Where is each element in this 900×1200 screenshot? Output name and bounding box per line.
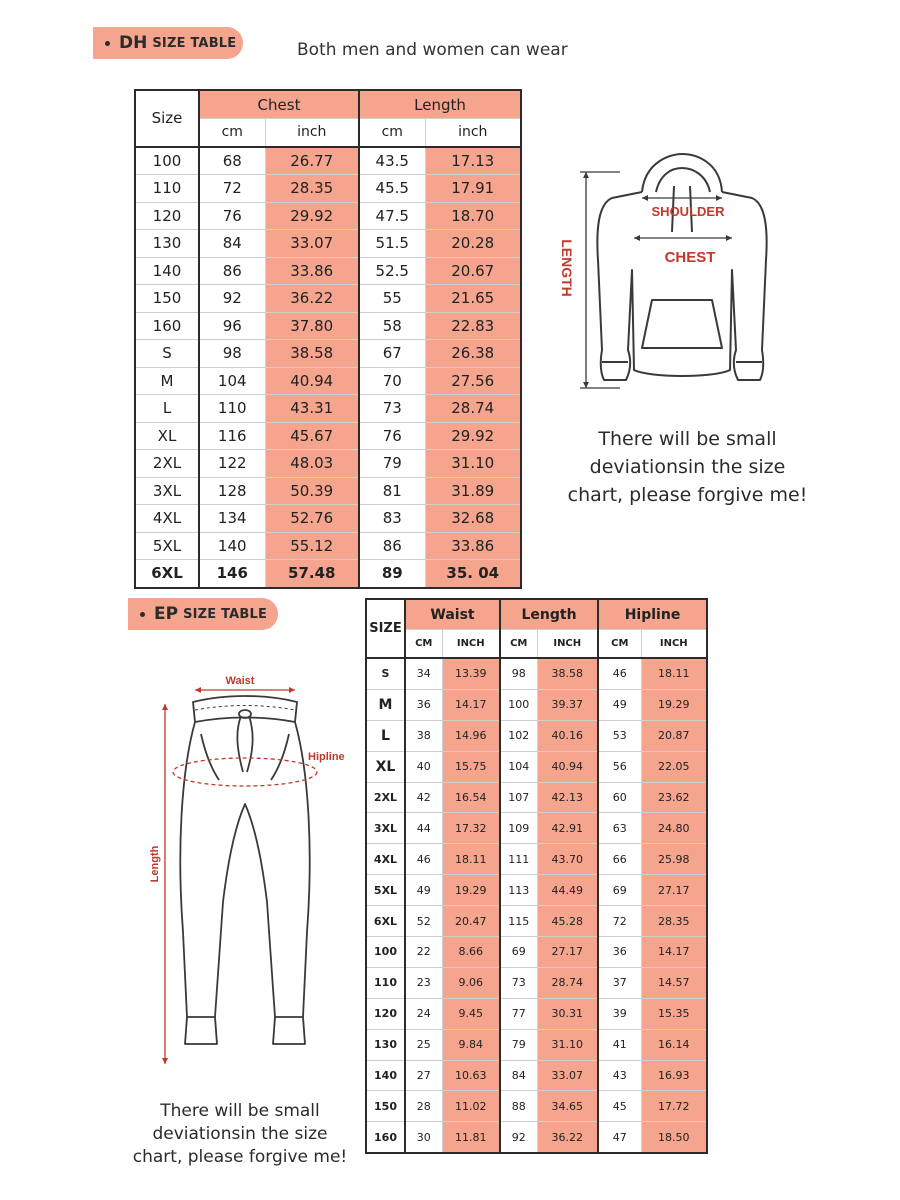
dh-cell-size: 120	[135, 202, 199, 230]
ep-cell-waist-inch: 9.84	[442, 1029, 500, 1060]
dh-badge-sub: SIZE TABLE	[152, 35, 237, 51]
ep-cell-size: 2XL	[366, 782, 405, 813]
table-row	[135, 560, 521, 588]
ep-cell-hipline-inch: 25.98	[641, 844, 707, 875]
ep-cell-waist-cm: 30	[405, 1122, 442, 1153]
ep-cell-size: 100	[366, 937, 405, 968]
dh-size-header: Size	[135, 90, 199, 147]
ep-cell-hipline-cm: 56	[598, 751, 641, 782]
waist-label: Waist	[225, 675, 255, 687]
hipline-label: Hipline	[308, 751, 345, 763]
table-row	[366, 998, 707, 1029]
ep-cell-size: S	[366, 658, 405, 689]
ep-cell-waist-cm: 42	[405, 782, 442, 813]
dh-cell-chest-cm: 104	[199, 367, 265, 395]
ep-cell-hipline-inch: 28.35	[641, 906, 707, 937]
dh-cell-chest-inch: 52.76	[265, 505, 359, 533]
ep-cell-hipline-inch: 14.17	[641, 937, 707, 968]
dh-cell-length-inch: 20.28	[425, 230, 521, 258]
ep-cell-hipline-cm: 47	[598, 1122, 641, 1153]
table-row	[135, 505, 521, 533]
ep-cell-size: 110	[366, 967, 405, 998]
dh-cell-length-cm: 47.5	[359, 202, 425, 230]
ep-cell-hipline-inch: 22.05	[641, 751, 707, 782]
ep-waist-cm-header: CM	[405, 630, 442, 659]
dh-cell-size: L	[135, 395, 199, 423]
ep-cell-hipline-cm: 37	[598, 967, 641, 998]
dh-cell-length-inch: 26.38	[425, 340, 521, 368]
dh-cell-length-inch: 22.83	[425, 312, 521, 340]
dh-cell-length-inch: 32.68	[425, 505, 521, 533]
ep-cell-length-cm: 107	[500, 782, 537, 813]
dh-cell-length-inch: 31.10	[425, 450, 521, 478]
dh-cell-chest-cm: 110	[199, 395, 265, 423]
hoodie-hood	[642, 154, 722, 192]
ep-cell-length-inch: 40.16	[537, 720, 598, 751]
ep-cell-length-cm: 100	[500, 689, 537, 720]
ep-cell-waist-inch: 20.47	[442, 906, 500, 937]
ep-cell-hipline-inch: 15.35	[641, 998, 707, 1029]
ep-cell-length-cm: 113	[500, 875, 537, 906]
ep-size-header: SIZE	[366, 599, 405, 658]
table-row	[135, 422, 521, 450]
ep-cell-length-inch: 42.13	[537, 782, 598, 813]
ep-cell-hipline-cm: 53	[598, 720, 641, 751]
ep-cell-waist-inch: 11.81	[442, 1122, 500, 1153]
dh-cell-chest-inch: 38.58	[265, 340, 359, 368]
dh-length-cm-header: cm	[359, 119, 425, 147]
dh-cell-length-cm: 86	[359, 532, 425, 560]
ep-cell-hipline-inch: 19.29	[641, 689, 707, 720]
table-row	[135, 230, 521, 258]
dh-cell-length-cm: 76	[359, 422, 425, 450]
ep-cell-length-inch: 30.31	[537, 998, 598, 1029]
dh-cell-length-cm: 51.5	[359, 230, 425, 258]
dh-note-line-1: There will be small	[598, 428, 777, 450]
ep-cell-waist-cm: 38	[405, 720, 442, 751]
ep-size-table-badge	[128, 598, 278, 630]
dh-cell-length-cm: 70	[359, 367, 425, 395]
dh-cell-chest-cm: 140	[199, 532, 265, 560]
dh-cell-size: 6XL	[135, 560, 199, 588]
length-label: Length	[149, 845, 161, 883]
ep-cell-waist-cm: 36	[405, 689, 442, 720]
ep-cell-hipline-cm: 69	[598, 875, 641, 906]
dh-cell-length-inch: 20.67	[425, 257, 521, 285]
ep-cell-length-inch: 27.17	[537, 937, 598, 968]
dh-cell-chest-cm: 84	[199, 230, 265, 258]
dh-cell-length-cm: 45.5	[359, 175, 425, 203]
dh-cell-chest-inch: 26.77	[265, 147, 359, 175]
ep-cell-hipline-cm: 63	[598, 813, 641, 844]
shoulder-label: SHOULDER	[651, 204, 725, 219]
dh-cell-chest-cm: 128	[199, 477, 265, 505]
pants-diagram	[145, 672, 360, 1077]
ep-cell-length-cm: 109	[500, 813, 537, 844]
ep-cell-hipline-cm: 60	[598, 782, 641, 813]
ep-cell-hipline-inch: 20.87	[641, 720, 707, 751]
ep-cell-length-cm: 73	[500, 967, 537, 998]
dh-length-header: Length	[359, 90, 521, 119]
ep-cell-size: 130	[366, 1029, 405, 1060]
dh-cell-chest-cm: 92	[199, 285, 265, 313]
dh-cell-chest-inch: 33.07	[265, 230, 359, 258]
ep-cell-waist-inch: 16.54	[442, 782, 500, 813]
ep-cell-hipline-inch: 18.50	[641, 1122, 707, 1153]
dh-cell-chest-inch: 45.67	[265, 422, 359, 450]
ep-cell-waist-inch: 9.45	[442, 998, 500, 1029]
dh-cell-chest-inch: 48.03	[265, 450, 359, 478]
ep-cell-waist-cm: 49	[405, 875, 442, 906]
ep-cell-length-cm: 88	[500, 1091, 537, 1122]
dh-cell-length-inch: 35. 04	[425, 560, 521, 588]
pants-legs	[180, 722, 309, 1017]
ep-cell-length-inch: 44.49	[537, 875, 598, 906]
dh-cell-chest-cm: 86	[199, 257, 265, 285]
dh-cell-size: 130	[135, 230, 199, 258]
ep-cell-length-inch: 28.74	[537, 967, 598, 998]
ep-cell-length-inch: 43.70	[537, 844, 598, 875]
dh-cell-size: 160	[135, 312, 199, 340]
ep-cell-length-inch: 36.22	[537, 1122, 598, 1153]
dh-cell-chest-inch: 33.86	[265, 257, 359, 285]
ep-cell-length-inch: 38.58	[537, 658, 598, 689]
ep-cell-waist-cm: 46	[405, 844, 442, 875]
ep-cell-length-cm: 84	[500, 1060, 537, 1091]
dh-note-line-3: chart, please forgive me!	[567, 484, 808, 506]
dh-cell-size: 150	[135, 285, 199, 313]
chest-label: CHEST	[664, 249, 716, 266]
ep-cell-length-inch: 45.28	[537, 906, 598, 937]
ep-cell-length-cm: 98	[500, 658, 537, 689]
dh-cell-chest-cm: 134	[199, 505, 265, 533]
ep-cell-waist-cm: 44	[405, 813, 442, 844]
dh-cell-length-cm: 73	[359, 395, 425, 423]
dh-cell-length-cm: 83	[359, 505, 425, 533]
table-row	[366, 875, 707, 906]
dh-cell-length-cm: 79	[359, 450, 425, 478]
ep-cell-waist-inch: 18.11	[442, 844, 500, 875]
table-row	[366, 1091, 707, 1122]
bullet-icon	[140, 612, 145, 617]
dh-cell-chest-cm: 96	[199, 312, 265, 340]
ep-hipline-cm-header: CM	[598, 630, 641, 659]
dh-badge-main: DH	[119, 33, 148, 53]
table-row	[135, 202, 521, 230]
ep-cell-hipline-inch: 16.93	[641, 1060, 707, 1091]
table-row	[135, 257, 521, 285]
dh-cell-chest-cm: 146	[199, 560, 265, 588]
ep-waist-inch-header: INCH	[442, 630, 500, 659]
dh-cell-size: 140	[135, 257, 199, 285]
table-row	[366, 658, 707, 689]
ep-cell-hipline-inch: 16.14	[641, 1029, 707, 1060]
ep-badge-sub: SIZE TABLE	[183, 606, 268, 622]
ep-note-line-3: chart, please forgive me!	[132, 1147, 348, 1167]
dh-cell-chest-cm: 72	[199, 175, 265, 203]
ep-cell-waist-cm: 25	[405, 1029, 442, 1060]
dh-cell-chest-cm: 68	[199, 147, 265, 175]
dh-cell-size: 100	[135, 147, 199, 175]
ep-cell-waist-cm: 40	[405, 751, 442, 782]
ep-cell-waist-inch: 15.75	[442, 751, 500, 782]
ep-cell-size: 120	[366, 998, 405, 1029]
dh-cell-length-inch: 29.92	[425, 422, 521, 450]
dh-cell-length-cm: 52.5	[359, 257, 425, 285]
table-row	[135, 532, 521, 560]
ep-cell-waist-cm: 24	[405, 998, 442, 1029]
ep-cell-length-inch: 39.37	[537, 689, 598, 720]
dh-cell-size: 110	[135, 175, 199, 203]
dh-cell-chest-cm: 76	[199, 202, 265, 230]
ep-note-line-1: There will be small	[160, 1101, 320, 1121]
ep-cell-size: 3XL	[366, 813, 405, 844]
ep-cell-size: XL	[366, 751, 405, 782]
dh-size-table	[134, 89, 522, 589]
ep-cell-hipline-cm: 41	[598, 1029, 641, 1060]
dh-cell-size: 3XL	[135, 477, 199, 505]
ep-cell-waist-inch: 19.29	[442, 875, 500, 906]
table-row	[366, 967, 707, 998]
table-row	[366, 1060, 707, 1091]
dh-chest-cm-header: cm	[199, 119, 265, 147]
ep-cell-waist-inch: 11.02	[442, 1091, 500, 1122]
ep-cell-hipline-inch: 23.62	[641, 782, 707, 813]
ep-cell-waist-cm: 23	[405, 967, 442, 998]
ep-cell-length-inch: 40.94	[537, 751, 598, 782]
hoodie-body	[597, 192, 766, 380]
dh-cell-size: 2XL	[135, 450, 199, 478]
dh-cell-length-cm: 89	[359, 560, 425, 588]
dh-cell-size: 5XL	[135, 532, 199, 560]
table-row	[366, 720, 707, 751]
table-row	[135, 312, 521, 340]
dh-cell-chest-inch: 40.94	[265, 367, 359, 395]
ep-cell-waist-cm: 22	[405, 937, 442, 968]
ep-cell-length-inch: 42.91	[537, 813, 598, 844]
ep-cell-size: 140	[366, 1060, 405, 1091]
dh-cell-length-cm: 81	[359, 477, 425, 505]
table-row	[135, 285, 521, 313]
dh-cell-chest-inch: 55.12	[265, 532, 359, 560]
table-row	[366, 813, 707, 844]
ep-cell-length-cm: 111	[500, 844, 537, 875]
table-row	[135, 147, 521, 175]
ep-cell-size: 6XL	[366, 906, 405, 937]
ep-cell-waist-inch: 14.96	[442, 720, 500, 751]
dh-cell-size: S	[135, 340, 199, 368]
table-row	[135, 395, 521, 423]
ep-cell-waist-cm: 27	[405, 1060, 442, 1091]
ep-cell-hipline-cm: 49	[598, 689, 641, 720]
dh-cell-chest-inch: 43.31	[265, 395, 359, 423]
ep-cell-hipline-cm: 45	[598, 1091, 641, 1122]
hoodie-pocket	[642, 300, 722, 348]
ep-cell-waist-inch: 14.17	[442, 689, 500, 720]
dh-cell-length-inch: 31.89	[425, 477, 521, 505]
dh-cell-length-cm: 67	[359, 340, 425, 368]
length-label: LENGTH	[559, 239, 575, 297]
ep-cell-waist-inch: 10.63	[442, 1060, 500, 1091]
ep-cell-length-cm: 115	[500, 906, 537, 937]
table-row	[366, 906, 707, 937]
ep-cell-waist-cm: 28	[405, 1091, 442, 1122]
dh-subtitle: Both men and women can wear	[297, 40, 568, 60]
dh-cell-chest-inch: 37.80	[265, 312, 359, 340]
ep-cell-length-inch: 33.07	[537, 1060, 598, 1091]
ep-deviation-note	[125, 1100, 355, 1169]
ep-cell-length-cm: 77	[500, 998, 537, 1029]
bullet-icon	[105, 41, 110, 46]
dh-size-table-badge	[93, 27, 243, 59]
ep-waist-header: Waist	[405, 599, 500, 630]
ep-cell-size: 4XL	[366, 844, 405, 875]
ep-cell-size: 160	[366, 1122, 405, 1153]
dh-cell-length-inch: 27.56	[425, 367, 521, 395]
dh-cell-length-cm: 43.5	[359, 147, 425, 175]
ep-cell-waist-inch: 17.32	[442, 813, 500, 844]
dh-note-line-2: deviationsin the size	[589, 456, 786, 478]
dh-cell-size: M	[135, 367, 199, 395]
table-row	[366, 782, 707, 813]
dh-cell-length-inch: 33.86	[425, 532, 521, 560]
table-row	[366, 937, 707, 968]
ep-cell-waist-cm: 34	[405, 658, 442, 689]
ep-cell-hipline-cm: 66	[598, 844, 641, 875]
dh-cell-length-inch: 28.74	[425, 395, 521, 423]
ep-cell-length-cm: 104	[500, 751, 537, 782]
ep-cell-hipline-cm: 36	[598, 937, 641, 968]
ep-cell-size: 150	[366, 1091, 405, 1122]
ep-hipline-inch-header: INCH	[641, 630, 707, 659]
ep-cell-size: 5XL	[366, 875, 405, 906]
ep-cell-length-inch: 31.10	[537, 1029, 598, 1060]
dh-cell-length-inch: 21.65	[425, 285, 521, 313]
dh-cell-chest-inch: 28.35	[265, 175, 359, 203]
dh-chest-header: Chest	[199, 90, 359, 119]
dh-cell-chest-cm: 116	[199, 422, 265, 450]
ep-cell-length-cm: 79	[500, 1029, 537, 1060]
dh-cell-length-cm: 55	[359, 285, 425, 313]
ep-cell-length-cm: 102	[500, 720, 537, 751]
ep-cell-waist-cm: 52	[405, 906, 442, 937]
ep-cell-hipline-inch: 14.57	[641, 967, 707, 998]
dh-chest-inch-header: inch	[265, 119, 359, 147]
dh-cell-chest-cm: 98	[199, 340, 265, 368]
dh-cell-chest-inch: 29.92	[265, 202, 359, 230]
ep-length-cm-header: CM	[500, 630, 537, 659]
ep-cell-hipline-cm: 43	[598, 1060, 641, 1091]
dh-cell-chest-cm: 122	[199, 450, 265, 478]
table-row	[366, 1029, 707, 1060]
ep-cell-hipline-inch: 27.17	[641, 875, 707, 906]
ep-cell-length-cm: 92	[500, 1122, 537, 1153]
ep-cell-hipline-inch: 18.11	[641, 658, 707, 689]
ep-size-table	[365, 598, 708, 1154]
dh-cell-length-inch: 18.70	[425, 202, 521, 230]
ep-note-line-2: deviationsin the size	[152, 1124, 328, 1144]
ep-cell-size: L	[366, 720, 405, 751]
dh-cell-chest-inch: 57.48	[265, 560, 359, 588]
dh-cell-length-inch: 17.13	[425, 147, 521, 175]
ep-cell-hipline-cm: 46	[598, 658, 641, 689]
table-row	[135, 450, 521, 478]
table-row	[135, 340, 521, 368]
table-row	[135, 175, 521, 203]
table-row	[366, 844, 707, 875]
ep-hipline-header: Hipline	[598, 599, 707, 630]
dh-cell-length-inch: 17.91	[425, 175, 521, 203]
ep-length-header: Length	[500, 599, 598, 630]
ep-cell-waist-inch: 9.06	[442, 967, 500, 998]
ep-cell-hipline-inch: 24.80	[641, 813, 707, 844]
dh-cell-size: XL	[135, 422, 199, 450]
table-row	[366, 1122, 707, 1153]
ep-length-inch-header: INCH	[537, 630, 598, 659]
table-row	[135, 477, 521, 505]
hoodie-diagram	[550, 150, 810, 395]
dh-cell-length-cm: 58	[359, 312, 425, 340]
ep-cell-hipline-cm: 72	[598, 906, 641, 937]
ep-badge-main: EP	[154, 604, 179, 624]
table-row	[366, 689, 707, 720]
ep-cell-waist-inch: 13.39	[442, 658, 500, 689]
ep-cell-hipline-cm: 39	[598, 998, 641, 1029]
dh-cell-size: 4XL	[135, 505, 199, 533]
ep-cell-length-inch: 34.65	[537, 1091, 598, 1122]
table-row	[135, 367, 521, 395]
table-row	[366, 751, 707, 782]
dh-cell-chest-inch: 50.39	[265, 477, 359, 505]
ep-cell-length-cm: 69	[500, 937, 537, 968]
ep-cell-size: M	[366, 689, 405, 720]
dh-cell-chest-inch: 36.22	[265, 285, 359, 313]
dh-deviation-note	[560, 425, 815, 509]
ep-cell-hipline-inch: 17.72	[641, 1091, 707, 1122]
ep-cell-waist-inch: 8.66	[442, 937, 500, 968]
dh-length-inch-header: inch	[425, 119, 521, 147]
